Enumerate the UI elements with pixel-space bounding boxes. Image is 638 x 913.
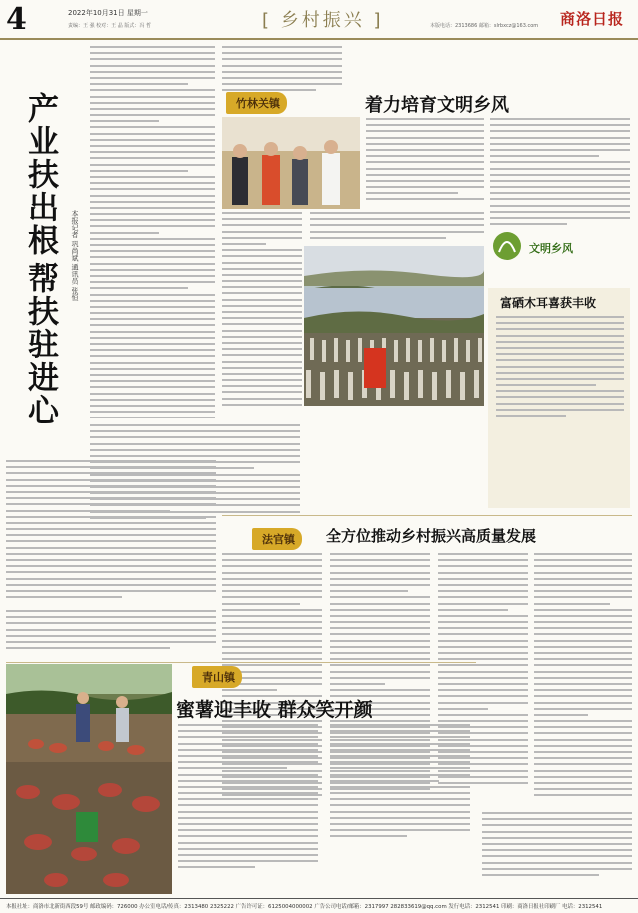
fungi-text bbox=[496, 316, 624, 436]
story3-text-col3 bbox=[482, 812, 632, 892]
civilization-banner: 文明乡风 bbox=[529, 242, 573, 255]
story3-tag: 青山镇 bbox=[192, 666, 242, 688]
story2-tag: 法官镇 bbox=[252, 528, 302, 550]
page-number: 4 bbox=[6, 2, 27, 37]
section-title: [ 乡村振兴 ] bbox=[262, 10, 384, 31]
story3-text-col2 bbox=[330, 724, 470, 892]
story1-text-a bbox=[366, 118, 484, 208]
lead-text-col2b bbox=[222, 212, 302, 422]
fungi-field-photo bbox=[304, 288, 484, 406]
lead-text-col1 bbox=[90, 46, 215, 418]
story2-text-col4 bbox=[534, 553, 632, 811]
contact-credits: 本版电话：2313686 邮箱：slrbxcz@163.com bbox=[430, 23, 539, 29]
issue-date: 2022年10月31日 星期一 bbox=[68, 9, 148, 17]
story1-text-c bbox=[310, 212, 484, 246]
lead-text-col2 bbox=[222, 46, 342, 98]
lead-headline-part2: 帮扶驻进心 bbox=[22, 262, 58, 427]
fungi-title: 富硒木耳喜获丰收 bbox=[500, 296, 597, 310]
story2-title: 全方位推动乡村振兴高质量发展 bbox=[326, 527, 537, 545]
story3-photo-sweetpotato bbox=[6, 762, 172, 894]
newspaper-logo: 商洛日报 bbox=[560, 10, 625, 28]
header-rule bbox=[0, 38, 638, 40]
civilization-photo bbox=[490, 226, 524, 266]
story1-photo-visit bbox=[222, 117, 360, 209]
editor-credits: 责编：王 强 校对：王 晶 版式：冯 哲 bbox=[68, 23, 151, 29]
page-header bbox=[0, 0, 638, 40]
story1-title: 着力培育文明乡风 bbox=[365, 95, 509, 116]
story1-text-b bbox=[490, 118, 630, 236]
lead-text-col3 bbox=[6, 460, 216, 606]
story3-text-col1 bbox=[178, 724, 318, 892]
story3-photo-harvest bbox=[6, 664, 172, 762]
story3-rule bbox=[6, 662, 476, 663]
fungi-photo bbox=[304, 246, 484, 286]
footer-info: 本报社址：商洛市北新街西段59号 邮政编码：726000 办公室电话/传真：2313480 2325222 广告许可证：6125004000002 广告公司电话/邮箱：2317997 282833619@qq.com 发行电话：2312541 印刷：商洛日报社印刷厂 电话：2312541 bbox=[6, 904, 603, 910]
story2-rule bbox=[222, 515, 632, 516]
story3-title: 蜜薯迎丰收 群众笑开颜 bbox=[176, 699, 373, 721]
lead-headline-part1: 产业扶出根 bbox=[22, 92, 58, 257]
lead-byline: 本报记者 巩尚斌 通讯员 张恒 bbox=[71, 210, 79, 301]
story1-tag: 竹林关镇 bbox=[226, 92, 287, 114]
lead-text-col4 bbox=[6, 610, 216, 660]
footer-rule bbox=[0, 898, 638, 899]
